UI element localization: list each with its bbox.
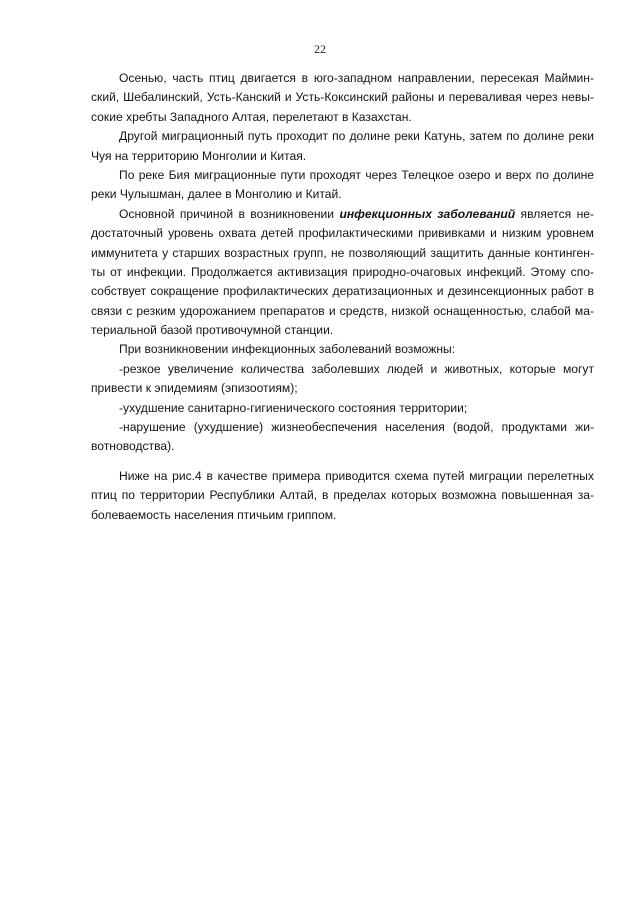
paragraph-line: сокие хребты Западного Алтая, перелетают в Казахстан.: [91, 109, 412, 124]
emphasized-term: инфекционных заболеваний: [339, 206, 516, 221]
list-item-life-support: [91, 418, 594, 457]
paragraph-line: Ниже на рис.4 в качестве примера приводится схема путей миграции перелетных: [119, 468, 594, 483]
paragraph-line: По реке Бия миграционные пути проходят через Телецкое озеро и верх по долине: [119, 167, 594, 182]
paragraph-infectious-diseases: [91, 205, 594, 341]
paragraph-line: птиц по территории Республики Алтай, в пределах которых возможна повышенная за-: [91, 488, 594, 503]
text-run: является не-: [515, 206, 594, 221]
paragraph-line: териальной базой противочумной станции.: [91, 323, 334, 338]
paragraph-line: -нарушение (ухудшение) жизнеобеспечения населения (водой, продуктами жи-: [119, 420, 594, 435]
paragraph-line: привести к эпидемиям (эпизоотиям);: [91, 381, 298, 396]
paragraph-autumn-migration: [91, 69, 594, 127]
paragraph-line: ский, Шебалинский, Усть-Канский и Усть-Коксинский районы и переваливая через невы-: [91, 90, 594, 105]
document-body: [91, 69, 594, 525]
paragraph-spacer: [91, 457, 594, 467]
paragraph-possible-consequences-intro: [91, 340, 594, 359]
paragraph-line: -ухудшение санитарно-гигиенического состояния территории;: [119, 400, 468, 415]
paragraph-line: Чуя на территорию Монголии и Китая.: [91, 148, 307, 163]
paragraph-line: Осенью, часть птиц двигается в юго-западном направлении, пересекая Маймин-: [119, 71, 594, 85]
paragraph-line: иммунитета у старших возрастных групп, не позволяющий защитить данные континген-: [91, 245, 594, 260]
paragraph-line: ты от инфекции. Продолжается активизация природно-очаговых инфекций. Этому спо-: [91, 264, 594, 279]
paragraph-figure-reference: [91, 467, 594, 525]
paragraph-line: [91, 205, 594, 224]
text-run: Основной причиной в возникновении: [119, 206, 340, 221]
paragraph-line: собствует сокращение профилактических дератизационных и дезинсекционных работ в: [91, 284, 594, 299]
paragraph-line: достаточный уровень охвата детей профилактическими прививками и низким уровнем: [91, 226, 594, 241]
paragraph-line: -резкое увеличение количества заболевших людей и животных, которые могут: [119, 361, 594, 376]
list-item-epidemics: [91, 360, 594, 399]
paragraph-biya-route: [91, 166, 594, 205]
paragraph-katun-route: [91, 127, 594, 166]
paragraph-line: Другой миграционный путь проходит по долине реки Катунь, затем по долине реки: [119, 129, 594, 144]
page-number: 22: [314, 42, 326, 56]
paragraph-line: болеваемость населения птичьим гриппом.: [91, 507, 337, 522]
paragraph-line: связи с резким удорожанием препаратов и средств, низкой оснащенностью, слабой ма-: [91, 303, 594, 318]
paragraph-line: реки Чулышман, далее в Монголию и Китай.: [91, 187, 342, 202]
paragraph-line: вотноводства).: [91, 439, 175, 454]
paragraph-line: При возникновении инфекционных заболеваний возможны:: [119, 342, 456, 357]
list-item-sanitary-condition: [91, 399, 594, 418]
